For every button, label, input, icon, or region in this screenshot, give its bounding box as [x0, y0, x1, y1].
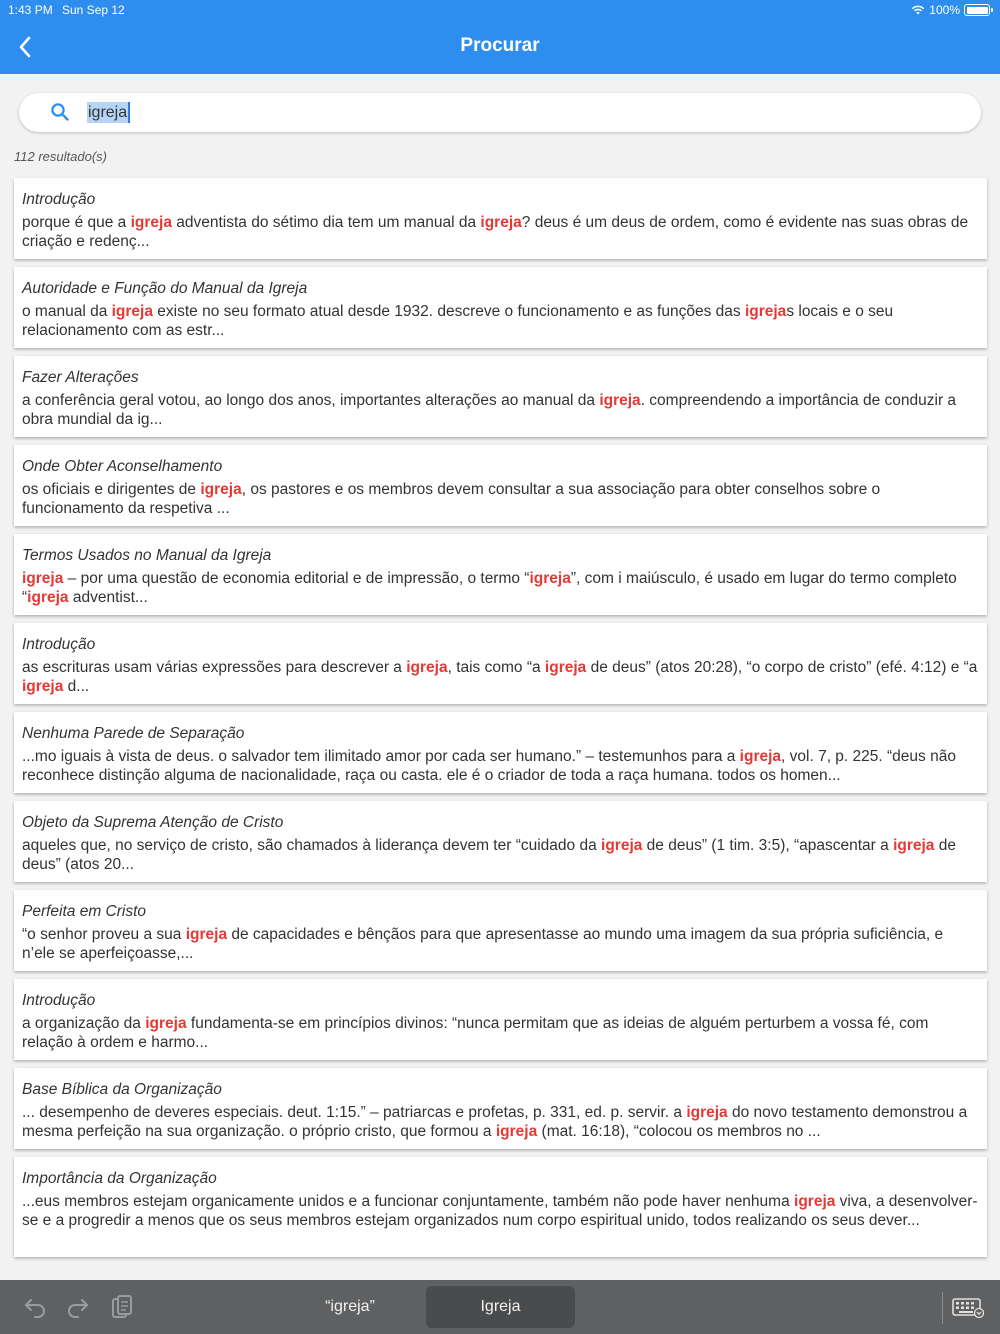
highlight-term: igreja [739, 748, 782, 765]
snippet-text: os oficiais e dirigentes de [22, 481, 201, 498]
redo-icon [66, 1296, 90, 1318]
snippet-text: a organização da [22, 1015, 146, 1032]
result-snippet [22, 213, 979, 251]
undo-icon [23, 1296, 47, 1318]
result-card[interactable] [14, 712, 987, 793]
paste-button[interactable] [108, 1293, 136, 1321]
highlight-term: igreja [406, 659, 448, 676]
snippet-text: , tais como “a [447, 659, 545, 676]
search-bar[interactable] [19, 93, 981, 132]
highlight-term: igreja [27, 589, 69, 606]
snippet-text: adventista do sétimo dia tem um manual da [171, 214, 481, 231]
snippet-text: ? deus é um deus de ordem, como é evidente nas suas obras de criação e redenç... [22, 214, 969, 250]
status-time: 1:43 PM [8, 3, 53, 17]
snippet-text: do novo testamento demonstrou a mesma perfeição na sua organização. o próprio cristo, que formou a [22, 1104, 968, 1140]
search-icon [50, 102, 70, 122]
snippet-text: , vol. 7, p. 225. “deus não reconhece distinção alguma de nacionalidade, raça ou casta. ele é o criador de toda a raça humana. todos os homen... [22, 748, 956, 784]
snippet-text: porque é que a [22, 214, 131, 231]
wifi-icon [911, 5, 925, 15]
result-title: Nenhuma Parede de Separação [22, 725, 245, 742]
result-snippet [22, 658, 979, 696]
result-title: Base Bíblica da Organização [22, 1081, 222, 1098]
result-count: 112 resultado(s) [14, 149, 107, 164]
result-snippet [22, 1103, 979, 1141]
snippet-text: ”, com i maiúsculo, é usado em lugar do termo completo “ [22, 570, 957, 606]
nav-header [0, 0, 1000, 74]
highlight-term: igreja [145, 1015, 187, 1032]
result-snippet [22, 925, 979, 963]
snippet-text: de deus” (1 tim. 3:5), “apascentar a [642, 837, 894, 854]
highlight-term: igreja [185, 926, 228, 943]
status-bar [0, 0, 1000, 20]
highlight-term: igreja [480, 214, 522, 231]
suggestion-capitalized[interactable]: Igreja [426, 1286, 575, 1328]
highlight-term: igreja [22, 570, 64, 587]
redo-button[interactable] [64, 1293, 92, 1321]
keyboard-toolbar [0, 1280, 1000, 1334]
result-snippet [22, 836, 979, 874]
toolbar-divider [942, 1292, 943, 1324]
result-snippet [22, 391, 979, 429]
highlight-term: igreja [544, 659, 587, 676]
highlight-term: igreja [794, 1193, 836, 1210]
result-snippet [22, 1014, 979, 1052]
status-right [911, 3, 990, 17]
highlight-term: igreja [601, 837, 643, 854]
result-card[interactable] [14, 979, 987, 1060]
battery-percent: 100% [929, 3, 960, 17]
result-card[interactable] [14, 801, 987, 882]
snippet-text: d... [63, 678, 90, 695]
snippet-text: existe no seu formato atual desde 1932. descreve o funcionamento e as funções das [152, 303, 745, 320]
snippet-text: aqueles que, no serviço de cristo, são chamados à liderança devem ter “cuidado da [22, 837, 602, 854]
highlight-term: igreja [495, 1123, 538, 1140]
battery-icon [964, 4, 990, 16]
highlight-term: igreja [893, 837, 935, 854]
result-card[interactable] [14, 267, 987, 348]
dismiss-keyboard-button[interactable] [951, 1293, 985, 1321]
highlight-term: igreja [130, 214, 172, 231]
snippet-text: adventist... [68, 589, 148, 606]
snippet-text: ...mo iguais à vista de deus. o salvador tem ilimitado amor por cada ser humano.” – testemunhos para a [22, 748, 740, 765]
highlight-term: igreja [744, 303, 787, 320]
result-snippet [22, 480, 979, 518]
snippet-text: viva, a desenvolver-se e a progredir a menos que os seus membros estejam organizados num corpo espiritual unido, todos realizando os seus dever... [22, 1193, 978, 1229]
result-snippet [22, 302, 979, 340]
keyboard-icon [952, 1296, 984, 1318]
result-title: Autoridade e Função do Manual da Igreja [22, 280, 308, 297]
snippet-text: de deus” (atos 20:28), “o corpo de cristo” (efé. 4:12) e “a [586, 659, 978, 676]
result-card[interactable] [14, 890, 987, 971]
result-card[interactable] [14, 1068, 987, 1149]
snippet-text: as escrituras usam várias expressões para descrever a [22, 659, 407, 676]
result-title: Onde Obter Aconselhamento [22, 458, 223, 475]
suggestion-quoted[interactable]: “igreja” [325, 1298, 375, 1315]
result-card[interactable] [14, 178, 987, 259]
highlight-term: igreja [22, 678, 64, 695]
result-title: Introdução [22, 636, 96, 653]
result-card[interactable] [14, 623, 987, 704]
snippet-text: de deus” (atos 20... [22, 837, 956, 873]
result-card[interactable] [14, 1157, 987, 1257]
highlight-term: igreja [200, 481, 242, 498]
snippet-text: (mat. 16:18), “colocou os membros no ... [537, 1123, 821, 1140]
highlight-term: igreja [599, 392, 641, 409]
result-title: Objeto da Suprema Atenção de Cristo [22, 814, 284, 831]
result-title: Termos Usados no Manual da Igreja [22, 547, 272, 564]
snippet-text: o manual da [22, 303, 112, 320]
snippet-text: a conferência geral votou, ao longo dos anos, importantes alterações ao manual da [22, 392, 600, 409]
snippet-text: ... desempenho de deveres especiais. deut. 1:15.” – patriarcas e profetas, p. 331, ed. p. servir. a [22, 1104, 687, 1121]
paste-icon [111, 1295, 133, 1319]
result-card[interactable] [14, 534, 987, 615]
result-snippet [22, 747, 979, 785]
snippet-text: s locais e o seu relacionamento com as estr... [22, 303, 894, 339]
page-title: Procurar [460, 35, 540, 56]
result-card[interactable] [14, 445, 987, 526]
snippet-text: – por uma questão de economia editorial e de impressão, o termo “ [63, 570, 530, 587]
result-title: Perfeita em Cristo [22, 903, 147, 920]
result-snippet [22, 569, 979, 607]
result-card[interactable] [14, 356, 987, 437]
snippet-text: de capacidades e bênçãos para que apresentasse ao mundo uma imagem da sua própria suficiência, e n’ele se aperfeiçoasse,... [22, 926, 944, 962]
highlight-term: igreja [529, 570, 571, 587]
snippet-text: . compreendendo a importância de conduzir a obra mundial da ig... [22, 392, 957, 428]
result-title: Importância da Organização [22, 1170, 217, 1187]
undo-button[interactable] [21, 1293, 49, 1321]
search-input[interactable]: igreja [87, 102, 130, 123]
snippet-text: , os pastores e os membros devem consultar a sua associação para obter conselhos sobre o funcionamento da respetiva ... [22, 481, 881, 517]
result-title: Fazer Alterações [22, 369, 139, 386]
result-snippet [22, 1192, 979, 1230]
highlight-term: igreja [111, 303, 153, 320]
result-title: Introdução [22, 992, 96, 1009]
snippet-text: fundamenta-se em princípios divinos: “nunca permitam que as ideias de alguém perturbem a vossa fé, com relação à ordem e harmo... [22, 1015, 929, 1051]
snippet-text: ...eus membros estejam organicamente unidos e a funcionar conjuntamente, também não pode haver nenhuma [22, 1193, 795, 1210]
status-date: Sun Sep 12 [62, 3, 125, 17]
result-title: Introdução [22, 191, 96, 208]
highlight-term: igreja [686, 1104, 728, 1121]
snippet-text: “o senhor proveu a sua [22, 926, 186, 943]
